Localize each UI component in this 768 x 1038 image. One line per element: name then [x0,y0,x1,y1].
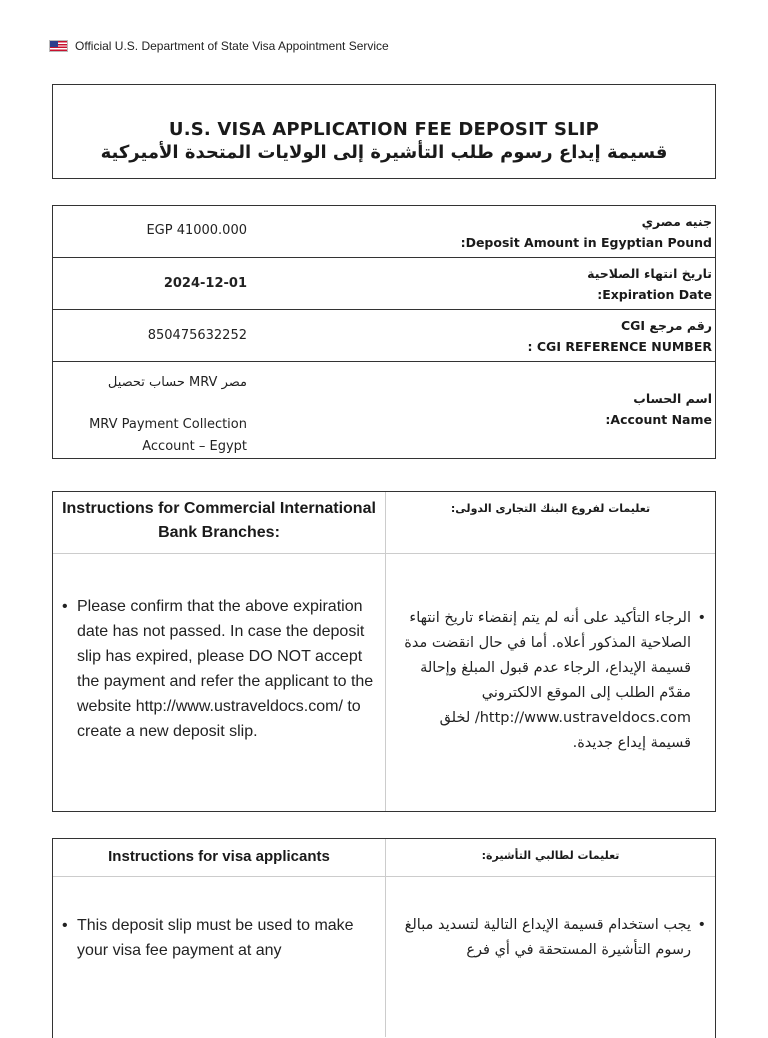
amount-label-arabic: جنيه مصري [641,214,712,229]
expiration-label-english: :Expiration Date [597,287,712,302]
bank-instruction-item-arabic: • الرجاء التأكيد على أنه لم يتم إنقضاء تاريخ انتهاء الصلاحية المذكور أعلاه. أما في حال انقضت مدة قسيمة الإيداع، الرجاء عدم قبول المبلغ وإحالة مقدّم الطلب إلى الموقع الالكتروني http://www.ustraveldocs.com/ لخلق قسيمة إيداع جديدة. [404,606,715,756]
bank-instruction-item-english: • Please confirm that the above expiration date has not passed. In case the deposit slip has expired, please DO NOT accept the payment and refer the applicant to the website http://www.ustraveldocs.com/ to create a new deposit slip. [53,594,379,744]
reference-row [53,310,715,362]
bank-instructions-heading-english: Instructions for Commercial International Bank Branches: [62,500,376,541]
applicant-instructions-heading-english: Instructions for visa applicants [108,848,330,865]
page-title-arabic: قسيمة إيداع رسوم طلب التأشيرة إلى الولايات المتحدة الأميركية [100,142,668,163]
applicant-instructions-table [52,838,716,1038]
amount-value: EGP 41000.000 [146,223,247,238]
applicant-instruction-item-english: • This deposit slip must be used to make your visa fee payment at any [53,913,379,963]
applicant-instruction-item-arabic: • يجب استخدام قسيمة الإيداع التالية لتسديد مبالغ رسوم التأشيرة المستحقة في أي فرع [404,913,715,963]
account-row [53,362,715,458]
title-box [52,84,716,179]
expiration-row [53,258,715,310]
bank-instructions-heading-arabic: تعليمات لفروع البنك التجارى الدولى: [450,502,651,515]
amount-row [53,206,715,258]
account-label-arabic: اسم الحساب [633,391,712,406]
expiration-label-arabic: تاريخ انتهاء الصلاحية [587,266,712,281]
service-text: Official U.S. Department of State Visa Appointment Service [75,39,389,53]
reference-value: 850475632252 [147,328,247,343]
reference-label-arabic: رقم مرجع CGI [620,318,712,333]
reference-label-english: : CGI REFERENCE NUMBER [527,339,712,354]
applicant-instructions-heading-arabic: تعليمات لطالبي التأشيرة: [481,849,620,862]
account-value-english-line1: MRV Payment Collection [89,417,247,432]
deposit-details-table [52,205,716,459]
account-label-english: :Account Name [605,412,712,427]
service-header [49,38,389,54]
amount-label-english: :Deposit Amount in Egyptian Pound [460,235,712,250]
account-value-arabic: مصر MRV حساب تحصيل [107,375,247,390]
expiration-value: 2024-12-01 [163,276,247,291]
account-value-english-line2: Account – Egypt [142,439,247,454]
us-flag-icon [49,40,68,52]
page-title-english: U.S. VISA APPLICATION FEE DEPOSIT SLIP [168,119,600,140]
bank-instructions-table [52,491,716,812]
